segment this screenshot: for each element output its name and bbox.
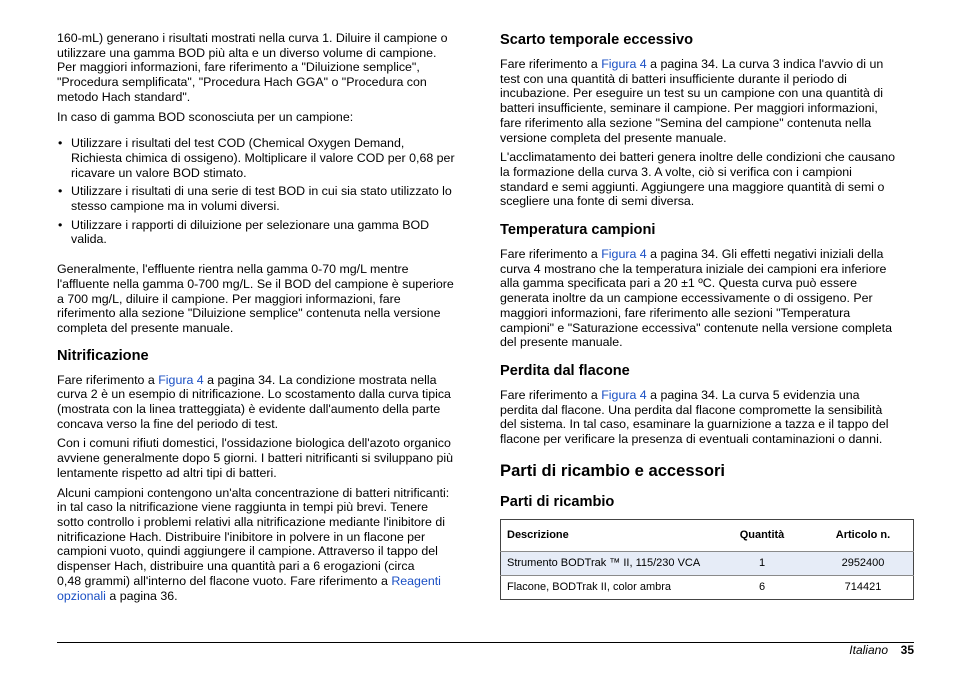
nitrification-paragraph-3 (57, 486, 473, 604)
text-line: campioni" e "Saturazione eccessiva" contenute nella versione completa (500, 320, 893, 335)
text-line: curva 2 è un esempio di nitrificazione. Lo scostamento dalla curva tipica (57, 387, 451, 402)
figure-4-link[interactable]: Figura 4 (601, 57, 647, 71)
text-line: lentamente rispetto ad altri tipi di batteri. (57, 465, 277, 480)
table-header-row (501, 519, 914, 551)
cell-quantity: 6 (758, 580, 766, 593)
text-line (57, 589, 473, 604)
text-line: flacone per verificare la presenza di eventuali contaminazioni o danni. (500, 432, 883, 447)
page-number: 35 (900, 643, 914, 657)
left-column (57, 31, 473, 608)
bullet-item (57, 218, 473, 247)
text-line: utilizzare una gamma BOD più alta e un diverso volume di campione. (57, 45, 437, 60)
text-line: del presente manuale. (500, 335, 623, 350)
text-line (57, 373, 473, 388)
text-line: Per maggiori informazioni, fare riferimento a "Diluizione semplice", (57, 60, 420, 75)
text-line: del sistema. In tal caso, esaminare la guarnizione a tazza e il tappo del (500, 417, 889, 432)
table-row (501, 551, 914, 575)
text-run: a pagina 34. La condizione mostrata nella (203, 372, 437, 387)
delay-heading: Scarto temporale eccessivo (500, 32, 694, 48)
text-line: "Procedura semplificata", "Procedura Hach GGA" o "Procedura con (57, 75, 427, 90)
bullet-line: valida. (71, 232, 107, 247)
text-line: curva 4 mostrano che la temperatura iniziale dei campioni era inferiore (500, 261, 887, 276)
spare-parts-heading: Parti di ricambio (500, 493, 615, 510)
text-run: Fare riferimento a (57, 372, 159, 387)
text-run: Fare riferimento a (500, 247, 602, 262)
text-line: Con i comuni rifiuti domestici, l'ossidazione biologica dell'azoto organico (57, 436, 451, 451)
text-line: sotto controllo i problemi relativi alla nitrificazione mediante l'inibitore di (57, 514, 446, 529)
text-line: a 700 mg/L, diluire il campione. Per maggiori informazioni, fare (57, 291, 401, 306)
parts-accessories-heading: Parti di ricambio e accessori (500, 460, 726, 480)
bullet-item (57, 136, 473, 180)
text-run: Fare riferimento a (500, 387, 602, 402)
figure-4-link[interactable]: Figura 4 (158, 372, 204, 387)
bullet-dot: • (58, 184, 63, 199)
column-header-description: Descrizione (507, 528, 569, 541)
temperature-paragraph (500, 247, 914, 350)
text-run: Fare riferimento a (500, 57, 602, 71)
nitrification-paragraph-1 (57, 373, 473, 432)
estimate-bullet-list (57, 136, 473, 247)
text-line: 160-mL) generano i risultati mostrati nella curva 1. Diluire il campione o (57, 31, 448, 45)
text-run: a pagina 36. (105, 588, 178, 603)
intro-paragraph (57, 31, 473, 105)
bullet-line: stesso campione ma in volumi diversi. (71, 199, 280, 214)
spare-parts-table (500, 519, 914, 600)
cell-description: Flacone, BODTrak II, color ambra (507, 580, 672, 593)
text-line: scegliere una fonte di semi diversa. (500, 194, 695, 209)
text-line: fare riferimento alla sezione "Semina del campione" contenuta nella (500, 115, 872, 130)
delay-paragraph-2 (500, 150, 914, 209)
column-header-quantity: Quantità (739, 528, 785, 541)
text-line: Alcuni campioni contengono un'alta concentrazione di batteri nitrificanti: (57, 485, 450, 500)
text-line: avviene generalmente dopo 5 giorni. I batteri nitrificanti si sviluppano più (57, 451, 454, 466)
text-line: metodo Hach standard". (57, 89, 191, 104)
text-run: a pagina 34. La curva 5 evidenzia una (646, 387, 860, 402)
cell-item: 2952400 (807, 551, 914, 575)
figure-4-link[interactable]: Figura 4 (601, 387, 647, 402)
bullet-line: ricavare un valore BOD stimato. (71, 165, 247, 180)
text-line: riferimento alla sezione "Diluizione semplice" contenuta nella versione (57, 306, 441, 321)
text-line: dispenser Hach, distribuire una quantità pari a 6 erogazioni (circa (57, 559, 415, 574)
general-range-paragraph (57, 262, 473, 336)
text-line: L'acclimatamento dei batteri genera inoltre delle condizioni che causano (500, 150, 895, 165)
text-line: generata inoltre da un campione eccessivamente o di ossigeno. Per (500, 291, 873, 306)
text-line: alla gamma specificata pari a 20 ±1 ºC. Questa curva può essere (500, 276, 858, 291)
text-line (500, 247, 914, 262)
unknown-range-paragraph: In caso di gamma BOD sconosciuta per un campione: (57, 109, 354, 124)
text-line (500, 57, 914, 72)
bullet-dot: • (58, 136, 63, 151)
right-column (500, 31, 914, 600)
bullet-line: Utilizzare i risultati del test COD (Chemical Oxygen Demand, (71, 136, 405, 151)
reagenti-link[interactable]: Reagenti (391, 573, 441, 588)
text-run: a pagina 34. La curva 3 indica l'avvio di un (646, 57, 884, 71)
text-line: nitrificazione Hach. Distribuire l'inibitore in polvere in un flacone per (57, 529, 426, 544)
footer-language: Italiano (849, 643, 888, 657)
text-line: in tal caso la nitrificazione viene raggiunta in tempi più brevi. Tenere (57, 500, 429, 515)
text-line: versione completa del presente manuale. (500, 130, 727, 145)
bottle-loss-paragraph (500, 388, 914, 447)
bullet-dot: • (58, 217, 63, 232)
bullet-line: Utilizzare i risultati di una serie di test BOD in cui sia stato utilizzato lo (71, 184, 452, 199)
cell-description: Strumento BODTrak ™ II, 115/230 VCA (501, 551, 712, 575)
text-line: maggiori informazioni, fare riferimento alle sezioni "Temperatura (500, 305, 851, 320)
text-line: concava verso la fine del periodo di test. (57, 416, 279, 431)
text-line (57, 574, 473, 589)
text-line: Generalmente, l'effluente rientra nella gamma 0-70 mg/L mentre (57, 262, 409, 277)
text-line: l'affluente nella gamma 0-700 mg/L. Se il BOD del campione è superiore (57, 276, 454, 291)
nitrification-heading: Nitrificazione (57, 347, 149, 364)
text-line: test con una quantità di batteri insufficiente durante il periodo di (500, 71, 847, 86)
text-line: completa del presente manuale. (57, 320, 234, 335)
bottle-loss-heading: Perdita dal flacone (500, 362, 630, 379)
text-run: 0,48 grammi) all'interno del flacone vuoto. Fare riferimento a (57, 573, 392, 588)
bullet-line: Utilizzare i rapporti di diluizione per selezionare una gamma BOD (71, 217, 430, 232)
text-line: la formazione della curva 3. A volte, ciò si verifica con i campioni (500, 164, 852, 179)
bullet-line: Richiesta chimica di ossigeno). Moltiplicare il valore COD per 0,68 per (71, 150, 455, 165)
text-line: (mostrata con la linea tratteggiata) è evidente dall'aumento della parte (57, 402, 441, 417)
cell-quantity: 1 (711, 551, 807, 575)
table-row (501, 575, 914, 599)
cell-item: 714421 (844, 580, 882, 593)
column-header-item: Articolo n. (835, 528, 891, 541)
text-line: standard e semi aggiunti. Aggiungere una maggiore quantità di semi o (500, 179, 885, 194)
text-line: batteri insufficiente, seminare il campione. Per maggiori informazioni, (500, 101, 878, 116)
opzionali-link[interactable]: opzionali (57, 588, 106, 603)
text-line (500, 388, 914, 403)
footer-divider (57, 642, 914, 643)
nitrification-paragraph-2 (57, 436, 473, 480)
text-run: a pagina 34. Gli effetti negativi iniziali della (646, 247, 884, 262)
temperature-heading: Temperatura campioni (500, 222, 656, 239)
text-line: incubazione. Per eseguire un test su un campione con una quantità di (500, 86, 883, 101)
text-line: campioni vuoto, quindi aggiungere il campione. Attraverso il tappo del (57, 544, 438, 559)
figure-4-link[interactable]: Figura 4 (601, 247, 647, 262)
bullet-item (57, 184, 473, 213)
text-line: perdita dal flacone. Una perdita dal flacone compromette la sensibilità (500, 402, 883, 417)
delay-paragraph-1 (500, 57, 914, 145)
